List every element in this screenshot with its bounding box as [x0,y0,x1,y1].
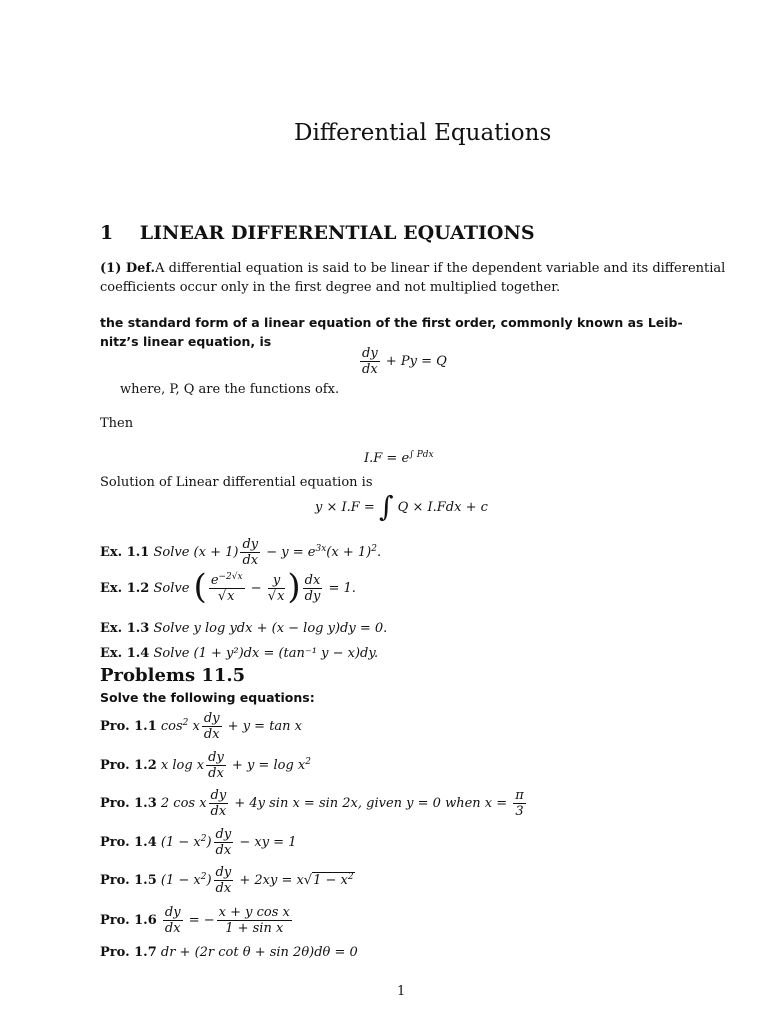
standard-form-line-1: the standard form of a linear equation of the first order, commonly known as Leib- [100,315,683,330]
example-verb: Solve [153,545,190,560]
problem-1-3: Pro. 1.3 2 cos x $\frac{dy}{dx}$ + 4y sin x = sin 2x, given y = 0 when x = $\frac{\pi}{3}$ [100,788,524,819]
definition-label: (1) Def. [100,261,156,276]
problem-1-6: Pro. 1.6 $\frac{dy}{dx}$ = − $\frac{\text{x + y cos x}}{\text{1 + sin x}}$ [100,905,290,936]
solution-text: Solution of Linear differential equation is [100,475,373,490]
then-text: Then [100,416,134,431]
problem-1-7 [100,943,358,962]
example-verb: Solve [153,621,190,636]
section-title: LINEAR DIFFERENTIAL EQUATIONS [139,222,535,244]
example-expression: y log ydx + (x − log y)dy = 0. [193,621,388,636]
example-1-2: Ex. 1.2 Solve ( $\frac{e^{-2√x}}{√x}$ − $\frac{y}{√x}$ ) $\frac{dx}{dy}$ = 1. [100,567,356,607]
dy-dx-fraction: $\frac{dy}{dx}$ [362,346,378,377]
page-number: 1 [397,984,406,999]
example-label: Ex. 1.3 [100,621,150,636]
problem-1-2: Pro. 1.2 x log x $\frac{dy}{dx}$ + $y = \log x^2$ [100,750,311,781]
example-expression: (1 + y²)dx = (tan⁻¹ y − x)dy. [193,646,379,661]
example-label: Ex. 1.1 [100,545,150,560]
integrating-factor-equation: $I.F = e^{\int Pdx}$ [364,450,434,466]
definition-text-line-2: coefficients occur only in the first degree and not multiplied together. [100,280,561,295]
problem-label: Pro. 1.5 [100,873,157,888]
document-title: Differential Equations [294,120,552,146]
problems-subheading: Solve the following equations: [100,690,315,705]
solution-equation: y × I.F = ∫ Q × I.Fdx + c [315,490,488,523]
problem-label: Pro. 1.7 [100,945,157,960]
problem-1-5: Pro. 1.5 $(1 - x^2)$ $\frac{dy}{dx}$ + $2xy = x√1 - x^2$ [100,865,354,896]
section-heading [100,222,535,244]
problem-label: Pro. 1.3 [100,796,157,811]
example-1-4 [100,644,378,663]
problem-label: Pro. 1.2 [100,758,157,773]
where-text: where, P, Q are the functions ofx. [120,382,340,397]
problems-heading: Problems 11.5 [100,665,246,686]
leibniz-equation: $\frac{dy}{dx}$ + Py = Q [362,346,447,377]
standard-form-line-2: nitz’s linear equation, is [100,334,272,349]
section-number: 1 [100,222,114,244]
problem-1-4: Pro. 1.4 $(1 - x^2)$ $\frac{dy}{dx}$ − xy = 1 [100,827,297,858]
problem-label: Pro. 1.6 [100,913,157,928]
example-verb: Solve [153,581,190,596]
example-label: Ex. 1.4 [100,646,150,661]
example-verb: Solve [153,646,190,661]
definition-text-line-1: A differential equation is said to be linear if the dependent variable and its differential [155,261,726,276]
problem-label: Pro. 1.1 [100,719,157,734]
example-1-1: Ex. 1.1 Solve (x + 1) $\frac{dy}{dx}$ − $y = e^{3x}(x + 1)^2$. [100,537,382,568]
definition-paragraph [100,259,725,297]
problem-expression: dr + (2r cot θ + sin 2θ)dθ = 0 [160,945,358,960]
problem-1-1: Pro. 1.1 $\cos^2 x$ $\frac{dy}{dx}$ + y = tan x [100,711,303,742]
example-label: Ex. 1.2 [100,581,150,596]
example-1-3 [100,619,387,638]
problem-label: Pro. 1.4 [100,835,157,850]
